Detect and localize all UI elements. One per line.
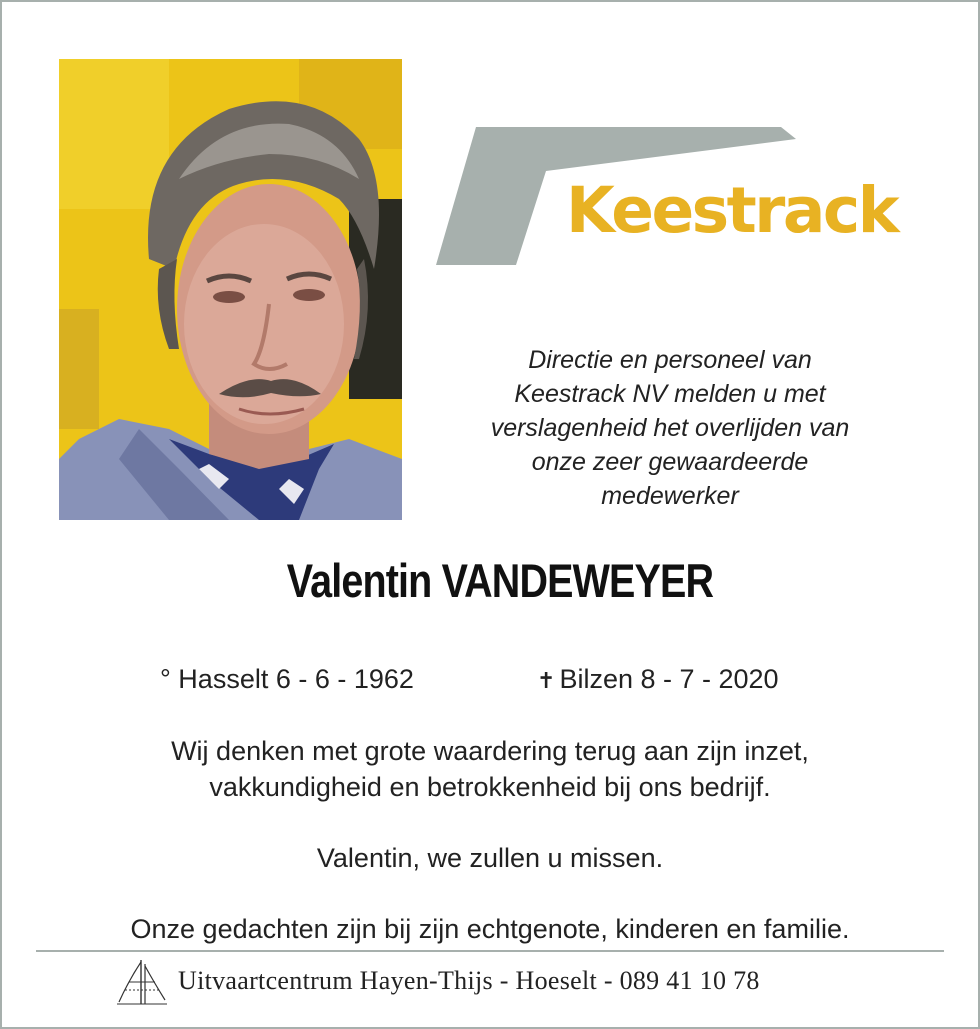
tribute-line: Wij denken met grote waardering terug aan zijn inzet,	[171, 736, 809, 766]
intro-line: Keestrack NV melden u met	[514, 380, 826, 408]
portrait-photo	[59, 59, 402, 520]
tribute-line: vakkundigheid en betrokkenheid bij ons bedrijf.	[209, 772, 771, 802]
intro-line: onze zeer gewaardeerde	[531, 448, 809, 476]
intro-line: medewerker	[601, 482, 739, 510]
death-date-group	[537, 664, 779, 695]
divider	[36, 950, 944, 952]
funeral-home-icon	[115, 958, 169, 1006]
tribute-paragraph	[0, 733, 980, 805]
company-logo	[436, 125, 916, 265]
farewell-line: Valentin, we zullen u missen.	[316, 843, 664, 873]
condolence-line: Onze gedachten zijn bij zijn echtgenote, kinderen en familie.	[130, 914, 850, 944]
death-date: Bilzen 8 - 7 - 2020	[559, 664, 779, 694]
intro-line: Directie en personeel van	[528, 346, 812, 374]
cross-icon: ✝	[537, 668, 556, 693]
company-logo-text: Keestrack	[566, 174, 898, 247]
intro-text	[440, 343, 900, 513]
birth-date: ° Hasselt 6 - 6 - 1962	[160, 664, 414, 694]
funeral-home-info: Uitvaartcentrum Hayen-Thijs - Hoeselt - 089 41 10 78	[178, 966, 760, 995]
intro-line: verslagenheid het overlijden van	[490, 414, 850, 442]
deceased-name: Valentin VANDEWEYER	[286, 554, 714, 607]
